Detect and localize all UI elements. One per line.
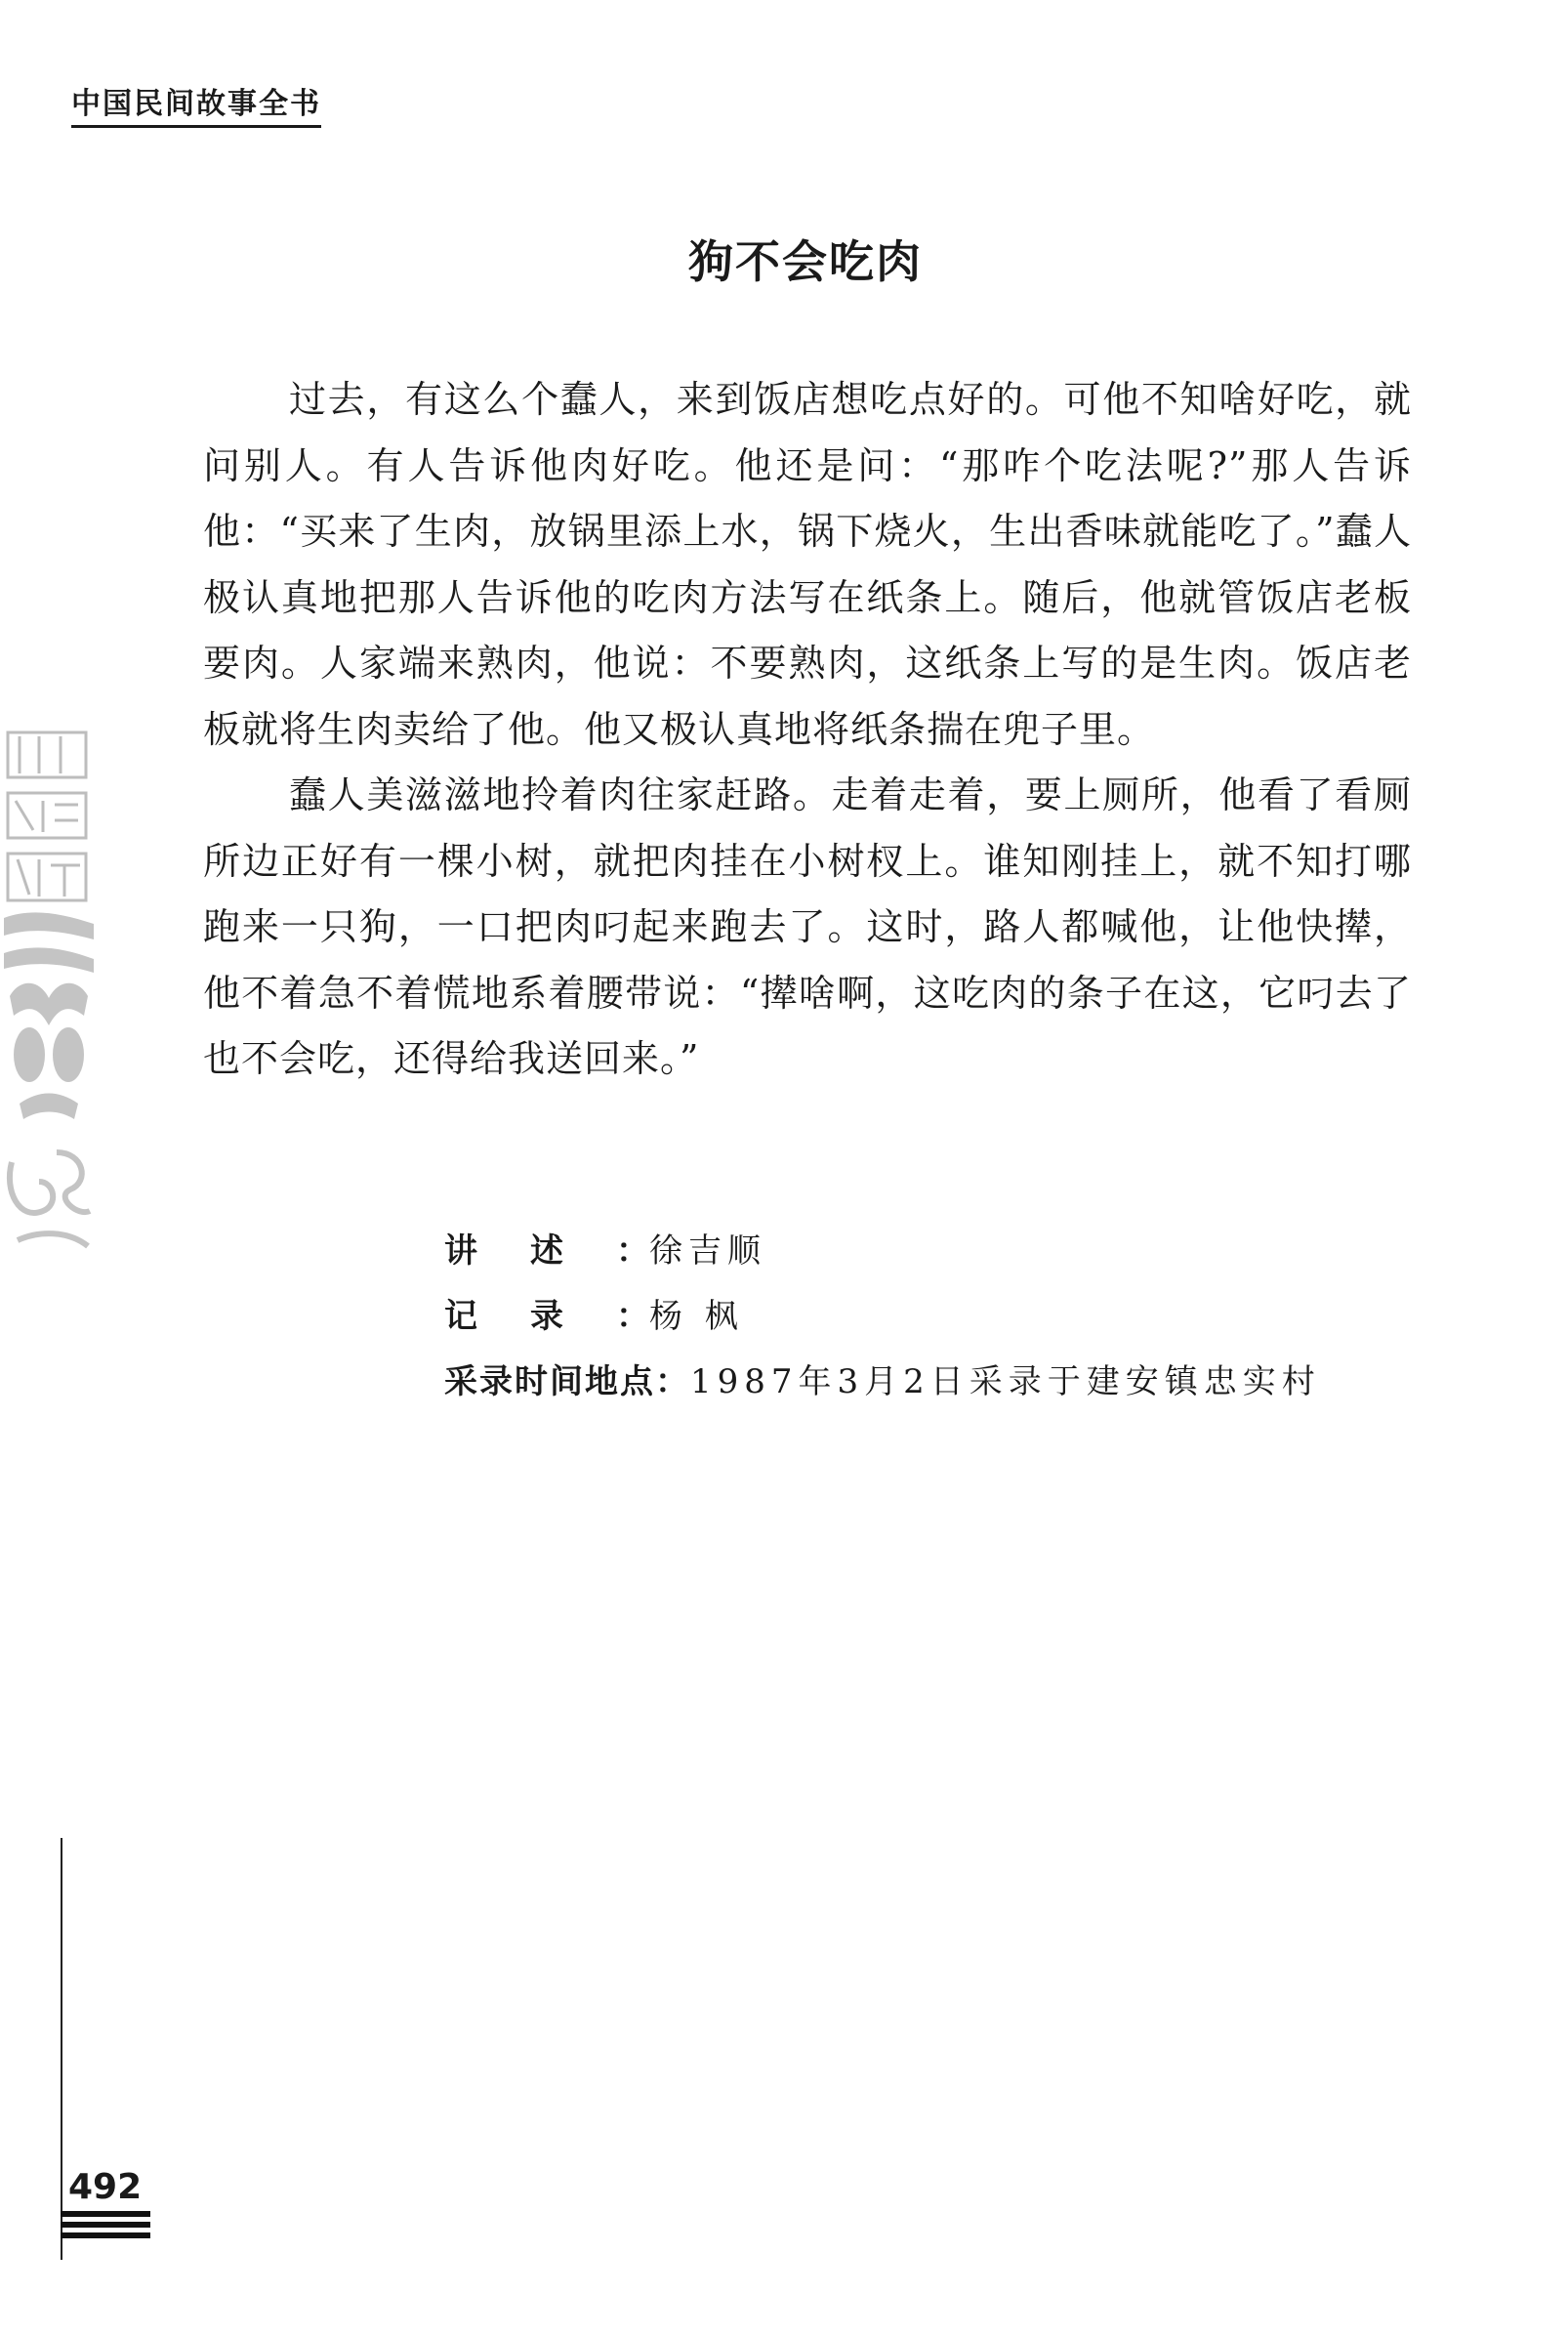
story-body <box>203 367 1412 1093</box>
credit-narrator <box>444 1219 1321 1284</box>
credit-value: 徐吉顺 <box>649 1231 766 1271</box>
credit-value: 1987年3月2日采录于建安镇忠实村 <box>690 1362 1321 1401</box>
credit-recorder <box>444 1284 1321 1350</box>
paragraph: 蠢人美滋滋地拎着肉往家赶路。走着走着，要上厕所，他看了看厕所边正好有一棵小树，就把肉挂在小树杈上。谁知刚挂上，就不知打哪跑来一只狗，一口把肉叼起来跑去了。这时，路人都喊他，让他快撵，他不着急不着慌地系着腰带说：“撵啥啊，这吃肉的条子在这，它叼去了也不会吃，还得给我送回来。” <box>203 773 1412 1080</box>
credit-label: 采录时间地点： <box>444 1362 690 1401</box>
footer-bar <box>61 2222 150 2228</box>
running-header: 中国民间故事全书 <box>71 86 321 128</box>
credit-time-place <box>444 1350 1321 1415</box>
story-title: 狗不会吃肉 <box>688 235 923 288</box>
footer-bar <box>61 2232 150 2238</box>
credit-label: 记录： <box>444 1297 649 1336</box>
credit-value: 杨 枫 <box>649 1297 744 1336</box>
page-number: 492 <box>68 2167 143 2207</box>
footer-bar <box>61 2211 150 2217</box>
credit-label: 讲述： <box>444 1231 649 1271</box>
paragraph: 过去，有这么个蠢人，来到饭店想吃点好的。可他不知啥好吃，就问别人。有人告诉他肉好吃。他还是问：“那咋个吃法呢?”那人告诉他：“买来了生肉，放锅里添上水，锅下烧火，生出香味就能吃了。”蠢人极认真地把那人告诉他的吃肉方法写在纸条上。随后，他就管饭店老板要肉。人家端来熟肉，他说：不要熟肉，这纸条上写的是生肉。饭店老板就将生肉卖给了他。他又极认真地将纸条揣在兜子里。 <box>203 378 1412 751</box>
margin-rule <box>61 1838 62 2260</box>
margin-ornament-icon <box>0 723 98 1289</box>
footer-bars <box>61 2211 150 2250</box>
credits <box>444 1219 1321 1415</box>
